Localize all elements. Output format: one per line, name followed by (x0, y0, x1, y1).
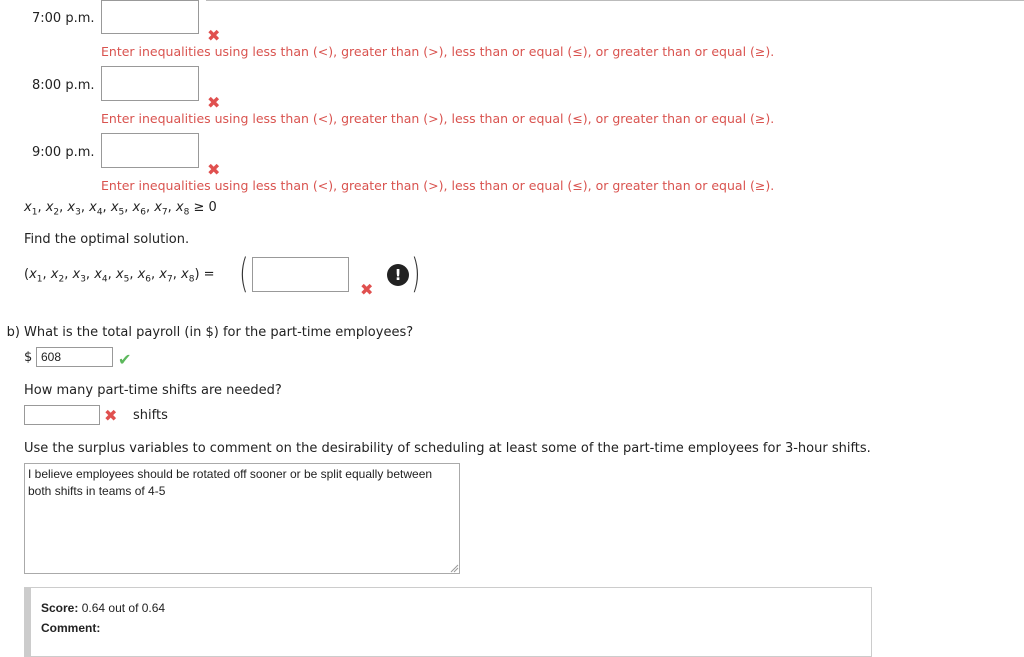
inequality-warning-9pm: Enter inequalities using less than (<), greater than (>), less than or equal (≤), or greater than or equal (≥). (101, 178, 775, 193)
surplus-question: Use the surplus variables to comment on the desirability of scheduling at least some of the part-time employees for 3-hour shifts. (24, 441, 871, 456)
constraint-input-9pm[interactable] (101, 133, 199, 168)
score-value: 0.64 out of 0.64 (81, 601, 166, 615)
payroll-input[interactable] (36, 347, 113, 367)
check-mark-icon: ✔ (118, 350, 132, 369)
close-paren: ) (411, 251, 421, 297)
comment-label: Comment: (41, 621, 101, 635)
part-marker: b) (6, 325, 20, 340)
top-divider (206, 0, 1024, 1)
x-mark-icon: ✖ (207, 93, 221, 112)
score-label: Score: (41, 601, 79, 615)
score-panel (24, 587, 872, 657)
score-line (41, 601, 165, 615)
open-paren: ( (239, 251, 249, 297)
shifts-unit: shifts (133, 408, 168, 423)
x-mark-icon: ✖ (360, 280, 374, 299)
shifts-input[interactable] (24, 405, 100, 425)
surplus-comment-textarea[interactable] (24, 463, 460, 574)
optimal-solution-input[interactable] (252, 257, 349, 292)
resize-grip-icon[interactable] (450, 564, 459, 573)
exclamation-icon[interactable]: ! (387, 264, 409, 286)
time-label-9pm: 9:00 p.m. (32, 145, 95, 160)
nonnegativity-constraint: $x_1$, $x_2$, $x_3$, $x_4$, $x_5$, $x_6$, $x_7$, $x_8 \ge 0$ (24, 200, 217, 218)
inequality-warning-7pm: Enter inequalities using less than (<), greater than (>), less than or equal (≤), or greater than or equal (≥). (101, 44, 775, 59)
shifts-question: How many part-time shifts are needed? (24, 383, 282, 398)
currency-symbol: $ (24, 350, 33, 365)
optimal-solution-prompt: Find the optimal solution. (24, 232, 190, 247)
x-mark-icon: ✖ (207, 26, 221, 45)
constraint-input-7pm[interactable] (101, 0, 199, 34)
inequality-warning-8pm: Enter inequalities using less than (<), greater than (>), less than or equal (≤), or greater than or equal (≥). (101, 111, 775, 126)
solution-tuple-label: ($x_1$, $x_2$, $x_3$, $x_4$, $x_5$, $x_6$, $x_7$, $x_8$) = (24, 267, 215, 285)
time-label-7pm: 7:00 p.m. (32, 11, 95, 26)
constraint-input-8pm[interactable] (101, 66, 199, 101)
payroll-question: What is the total payroll (in $) for the part-time employees? (24, 325, 414, 340)
x-mark-icon: ✖ (207, 160, 221, 179)
x-mark-icon: ✖ (104, 406, 118, 425)
time-label-8pm: 8:00 p.m. (32, 78, 95, 93)
